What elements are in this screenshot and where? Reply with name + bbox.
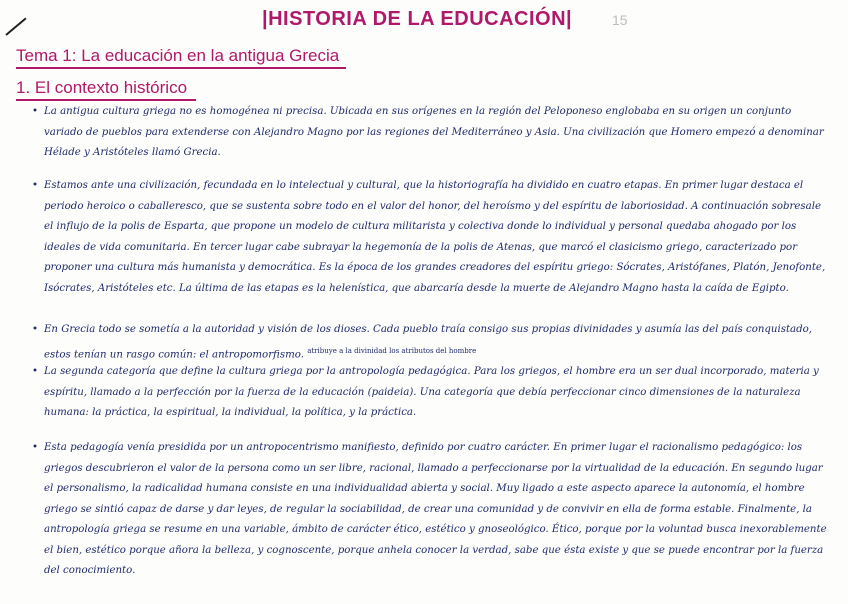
paragraph-4: • La segunda categoría que define la cultura griega por la antropología pedagógica. Para los griegos, el hombre era un ser dual incorporado, materia y espíritu, llamado a la perfección por la fuerza de la educación (paideia). Una categoría que debía perfeccionar cinco dimensiones de la naturaleza humana: la práctica, la espiritual, la individual, la política, y la práctica.	[34, 362, 828, 424]
paragraph-3	[34, 320, 828, 365]
subsection-heading: 1. El contexto histórico	[16, 78, 188, 97]
paragraph-4-block	[34, 362, 828, 424]
margin-annotation: atribuye a la divinidad los atributos del hombre	[307, 346, 477, 355]
topic-heading: Tema 1: La educación en la antigua Grecia	[16, 46, 340, 65]
paragraph-3-text: En Grecia todo se sometía a la autoridad y visión de los dioses. Cada pueblo traía consigo sus propias divinidades y asumía las del país conquistado, estos tenían un rasgo común: el antropomorfismo.	[44, 324, 813, 360]
paragraph-2: • Estamos ante una civilización, fecundada en lo intelectual y cultural, que la historiografía ha dividido en cuatro etapas. En primer lugar destaca el periodo heroico o caballeresco, que se sustenta sobre todo en el valor del honor, del heroísmo y del espíritu de laboriosidad. A continuación sobresale el influjo de la polis de Esparta, que propone un modelo de cultura militarista y colectiva donde lo individual y personal quedaba ahogado por los ideales de vida comunitaria. En tercer lugar cabe subrayar la hegemonía de la polis de Atenas, que marcó el clasicismo griego, caracterizado por proponer una cultura más humanista y democrática. Es la época de los grandes creadores del espíritu griego: Sócrates, Aristófanes, Platón, Jenofonte, Isócrates, Aristóteles etc. La última de las etapas es la helenística, que abarcaría desde la muerte de Alejandro Magno hasta la caída de Egipto.	[34, 176, 828, 299]
paragraph-5: • Esta pedagogía venía presidida por un antropocentrismo manifiesto, definido por cuatro carácter. En primer lugar el racionalismo pedagógico: los griegos descubrieron el valor de la persona como un ser libre, racional, llamado a perfeccionarse por la virtualidad de la educación. En segundo lugar el personalismo, la radicalidad humana consiste en una individualidad abierta y social. Muy ligado a este aspecto aparece la autonomía, el hombre griego se sintió capaz de darse y dar leyes, de regular la sociabilidad, de crear una comunidad y de convivir en ella de forma estable. Finalmente, la antropología griega se resume en una variable, ámbito de carácter ético, estético y gnoseológico. Ético, porque por la voluntad busca inexorablemente el bien, estético porque añora la belleza, y cognoscente, porque anhela conocer la verdad, sabe que ésta existe y que se puede encontrar por la fuerza del conocimiento.	[34, 438, 828, 582]
paragraph-3-block	[34, 320, 828, 365]
page-title: |HISTORIA DE LA EDUCACIÓN|	[262, 8, 573, 30]
paragraph-2-block	[34, 176, 828, 299]
page-number: 15	[612, 12, 628, 28]
corner-pen-stroke	[5, 18, 26, 36]
topic-heading-underline	[16, 67, 346, 69]
paragraph-1: • La antigua cultura griega no es homogénea ni precisa. Ubicada en sus orígenes en la región del Peloponeso englobaba en su origen un conjunto variado de pueblos para extenderse con Alejandro Magno por las regiones del Mediterráneo y Asia. Una civilización que Homero empezó a denominar Hélade y Aristóteles llamó Grecia.	[34, 102, 828, 164]
paragraph-1-block	[34, 102, 828, 164]
subsection-heading-underline	[16, 99, 196, 101]
paragraph-5-block	[34, 438, 828, 582]
